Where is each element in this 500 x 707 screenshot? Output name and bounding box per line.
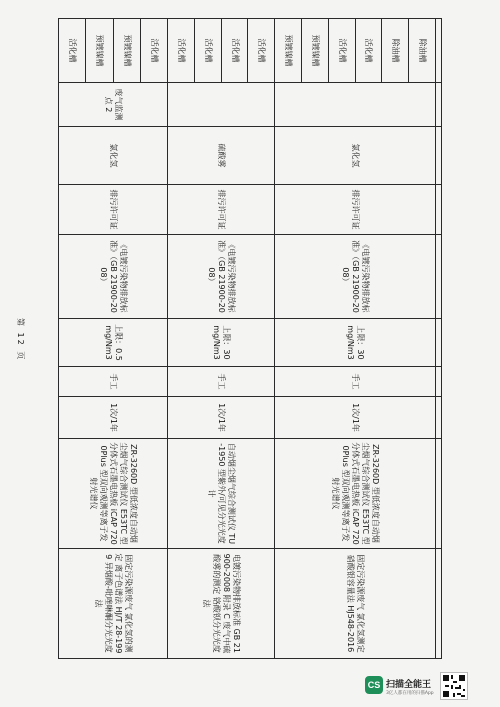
treatment-cell: 除油槽 — [382, 19, 409, 83]
permit-cell: 排污许可证 — [168, 185, 275, 235]
page-number: 第 12 页 — [16, 318, 25, 362]
scanner-app-name: 扫描全能王 — [386, 680, 432, 690]
standard-cell: 《电镀污染物排放标准》（GB 21900-2008） — [275, 235, 436, 319]
limit-cell: 上限：30mg/Nm3 — [168, 319, 275, 367]
monitoring-table — [58, 18, 442, 659]
blank-cell — [435, 319, 441, 367]
treatment-cell: 活化槽 — [59, 19, 86, 83]
instrument-cell: ZR-3260D 型低浓度自动烟尘烟气综合测试仪 E53TC 型分体式石墨电热板 iCAP 7200Plus 型双向观测等离子发射光谱仪 — [275, 439, 436, 549]
table-row — [140, 19, 167, 659]
limit-cell: 上限：30mg/Nm3 — [275, 319, 436, 367]
pollutant-cell: 氯化氢 — [59, 127, 168, 185]
blank-cell — [435, 127, 441, 185]
permit-cell: 排污许可证 — [59, 185, 168, 235]
treatment-cell: 除油槽 — [409, 19, 436, 83]
frequency-cell: 1次/1年 — [275, 397, 436, 439]
method-cell: 电镀污染物排放标准 GB 21900-2008 附录 C 废气中硫酸雾的测定 铬酸钡分光光度法 — [168, 549, 275, 659]
blank-cell — [435, 397, 441, 439]
standard-cell: 《电镀污染物排放标准》（GB 21900-2008） — [59, 235, 168, 319]
scanner-tagline: 3亿人都在用的扫描App — [386, 691, 434, 696]
instrument-cell: ZR-3260D 型低浓度自动烟尘烟气综合测试仪 E53TC 型分体式石墨电热板 iCAP 7200Plus 型双向观测等离子发射光谱仪 — [59, 439, 168, 549]
blank-cell — [435, 367, 441, 397]
table-row — [248, 19, 275, 659]
blank-cell — [435, 185, 441, 235]
treatment-cell: 预镀镍槽 — [302, 19, 329, 83]
instrument-cell: 自动烟尘烟气综合测试仪 TU-1950 型紫外/可见分光光度计 — [168, 439, 275, 549]
treatment-cell: 预镀镍槽 — [275, 19, 302, 83]
qr-code-icon — [440, 672, 468, 700]
standard-cell: 《电镀污染物排放标准》（GB 21900-2008） — [168, 235, 275, 319]
frequency-cell: 1次/1年 — [59, 397, 168, 439]
pollutant-cell: 硫酸雾 — [168, 127, 275, 185]
frequency-cell: 1次/1年 — [168, 397, 275, 439]
treatment-cell: 预镀镍槽 — [86, 19, 113, 83]
table-row-header-blank — [435, 19, 441, 659]
mode-cell: 手工 — [59, 367, 168, 397]
pollutant-cell: 氯化氢 — [275, 127, 436, 185]
treatment-cell: 预镀镍槽 — [113, 19, 140, 83]
treatment-cell: 活化槽 — [328, 19, 355, 83]
method-cell: 固定污染源废气 氯化氢的测定 离子色谱法 HJ/T 28-1999 异烟酸-吡唑啉酮分光光度法 — [59, 549, 168, 659]
limit-cell: 上限：0.5mg/Nm3 — [59, 319, 168, 367]
treatment-cell: 活化槽 — [168, 19, 195, 83]
blank-cell — [435, 83, 441, 127]
treatment-cell: 活化槽 — [355, 19, 382, 83]
blank-cell — [435, 549, 441, 659]
mode-cell: 手工 — [275, 367, 436, 397]
point-cell: 废气监测点 2 — [59, 83, 168, 127]
treatment-cell: 活化槽 — [194, 19, 221, 83]
rotated-table-container — [58, 18, 442, 658]
camscanner-logo-icon: CS — [365, 676, 383, 694]
treatment-cell: 活化槽 — [140, 19, 167, 83]
treatment-cell: 活化槽 — [221, 19, 248, 83]
blank-cell — [435, 235, 441, 319]
blank-cell — [435, 19, 441, 83]
treatment-cell: 活化槽 — [248, 19, 275, 83]
table-row — [409, 19, 436, 659]
permit-cell: 排污许可证 — [275, 185, 436, 235]
blank-cell — [435, 439, 441, 549]
mode-cell: 手工 — [168, 367, 275, 397]
method-cell: 固定污染源废气 氯化氢测定 硝酸银容量法 HJ548-2016 — [275, 549, 436, 659]
point-cell — [168, 83, 275, 127]
point-cell — [275, 83, 436, 127]
